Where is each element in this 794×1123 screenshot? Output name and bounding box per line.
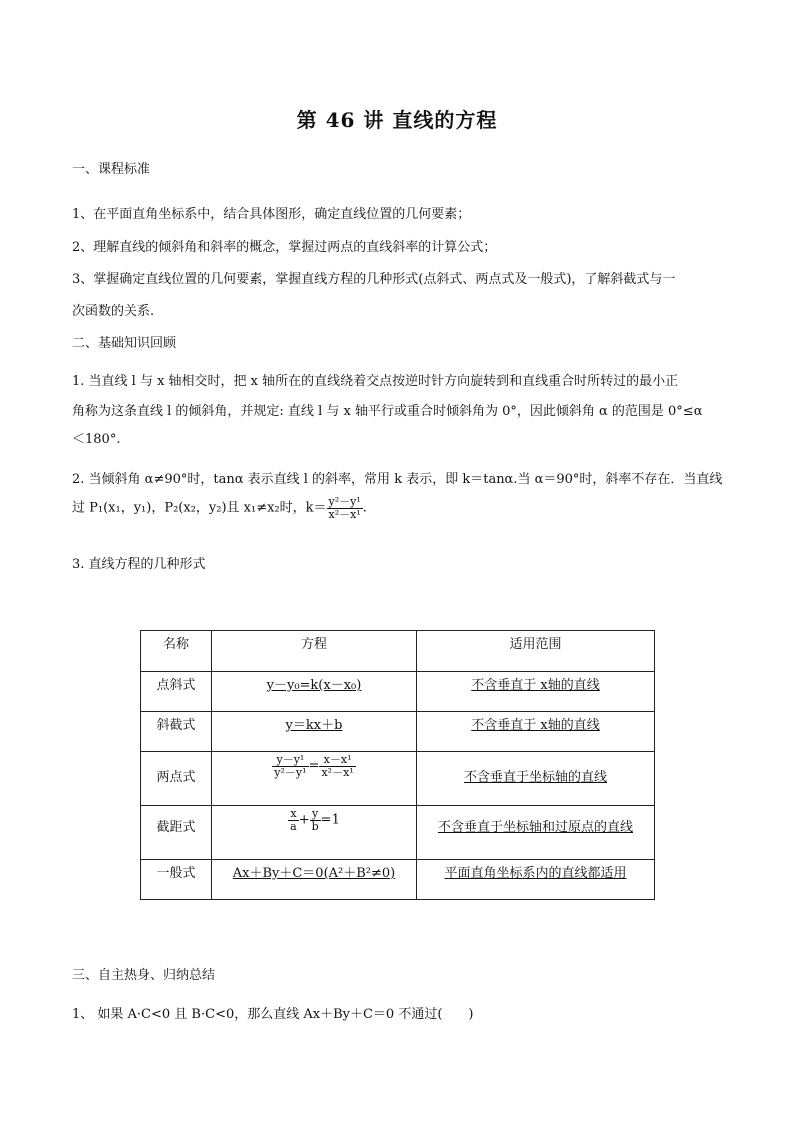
standard-line-3b: 次函数的关系. [72, 304, 155, 319]
form-equation [212, 752, 417, 806]
two-point-right-fraction [319, 754, 355, 778]
knowledge-3-heading: 3. 直线方程的几种形式 [72, 557, 206, 572]
fraction-denominator: b [311, 819, 319, 833]
form-name: 一般式 [141, 860, 212, 900]
form-scope: 不含垂直于坐标轴和过原点的直线 [417, 806, 655, 860]
fraction-denominator: x²－x¹ [321, 765, 354, 779]
slope-denominator: x²－x¹ [328, 507, 361, 521]
fraction-numerator: y [310, 808, 321, 821]
table-row [141, 752, 655, 806]
slope-period: . [362, 500, 367, 516]
table-row [141, 672, 655, 712]
table-header-scope: 适用范围 [417, 631, 655, 672]
form-equation: Ax＋By＋C＝0(A²＋B²≠0) [212, 860, 417, 900]
table-row [141, 806, 655, 860]
section-heading-knowledge: 二、基础知识回顾 [72, 336, 177, 351]
knowledge-1-line-a: 1. 当直线 l 与 x 轴相交时，把 x 轴所在的直线绕着交点按逆时针方向旋转到和直线重合时所转过的最小正 [72, 374, 679, 389]
form-scope: 不含垂直于 x轴的直线 [417, 672, 655, 712]
exercise-question-1: 1、 如果 A·C<0 且 B·C<0，那么直线 Ax＋By＋C＝0 不通过( ) [72, 1007, 474, 1022]
section-heading-exercises: 三、自主热身、归纳总结 [72, 968, 216, 983]
knowledge-1-line-b: 角称为这条直线 l 的倾斜角，并规定: 直线 l 与 x 轴平行或重合时倾斜角为 0°，因此倾斜角 α 的范围是 0°≤α [72, 404, 703, 419]
intercept-y-fraction [310, 808, 321, 832]
table-header-equation: 方程 [212, 631, 417, 672]
fraction-denominator: y²－y¹ [274, 765, 307, 779]
knowledge-2-line-b [72, 496, 367, 520]
table-row [141, 860, 655, 900]
equals-sign: = [308, 758, 320, 774]
form-equation: y＝kx＋b [212, 712, 417, 752]
knowledge-1-line-c: ＜180°. [72, 432, 121, 447]
fraction-numerator: x [288, 808, 299, 821]
table-row [141, 712, 655, 752]
form-name: 点斜式 [141, 672, 212, 712]
two-point-left-fraction [272, 754, 308, 778]
page-title: 第 46 讲 直线的方程 [296, 108, 498, 132]
standard-line-2: 2、理解直线的倾斜角和斜率的概念，掌握过两点的直线斜率的计算公式； [72, 240, 497, 255]
fraction-denominator: a [290, 819, 297, 833]
plus-sign: + [298, 812, 310, 828]
form-scope: 不含垂直于 x轴的直线 [417, 712, 655, 752]
equals-one: =1 [320, 812, 340, 828]
knowledge-2-line-a: 2. 当倾斜角 α≠90°时，tanα 表示直线 l 的斜率，常用 k 表示，即 k＝tanα.当 α＝90°时，斜率不存在．当直线 [72, 472, 723, 487]
knowledge-2-text: 过 P₁(x₁，y₁)，P₂(x₂，y₂)且 x₁≠x₂时，k＝ [72, 500, 327, 516]
fraction-numerator: x－x¹ [319, 754, 355, 767]
intercept-x-fraction [288, 808, 299, 832]
standard-line-3a: 3、掌握确定直线位置的几何要素，掌握直线方程的几种形式(点斜式、两点式及一般式)，了解斜截式与一 [72, 272, 676, 287]
form-name: 截距式 [141, 806, 212, 860]
form-scope: 不含垂直于坐标轴的直线 [417, 752, 655, 806]
form-scope: 平面直角坐标系内的直线都适用 [417, 860, 655, 900]
form-equation [212, 806, 417, 860]
slope-numerator: y²－y¹ [328, 495, 361, 508]
form-name: 两点式 [141, 752, 212, 806]
slope-formula [327, 496, 363, 520]
fraction-numerator: y－y¹ [272, 754, 308, 767]
section-heading-standards: 一、课程标准 [72, 162, 151, 177]
form-equation: y－y₀=k(x－x₀) [212, 672, 417, 712]
standard-line-1: 1、在平面直角坐标系中，结合具体图形，确定直线位置的几何要素； [72, 207, 471, 222]
line-equation-forms-table [140, 630, 655, 900]
table-header-name: 名称 [141, 631, 212, 672]
form-name: 斜截式 [141, 712, 212, 752]
